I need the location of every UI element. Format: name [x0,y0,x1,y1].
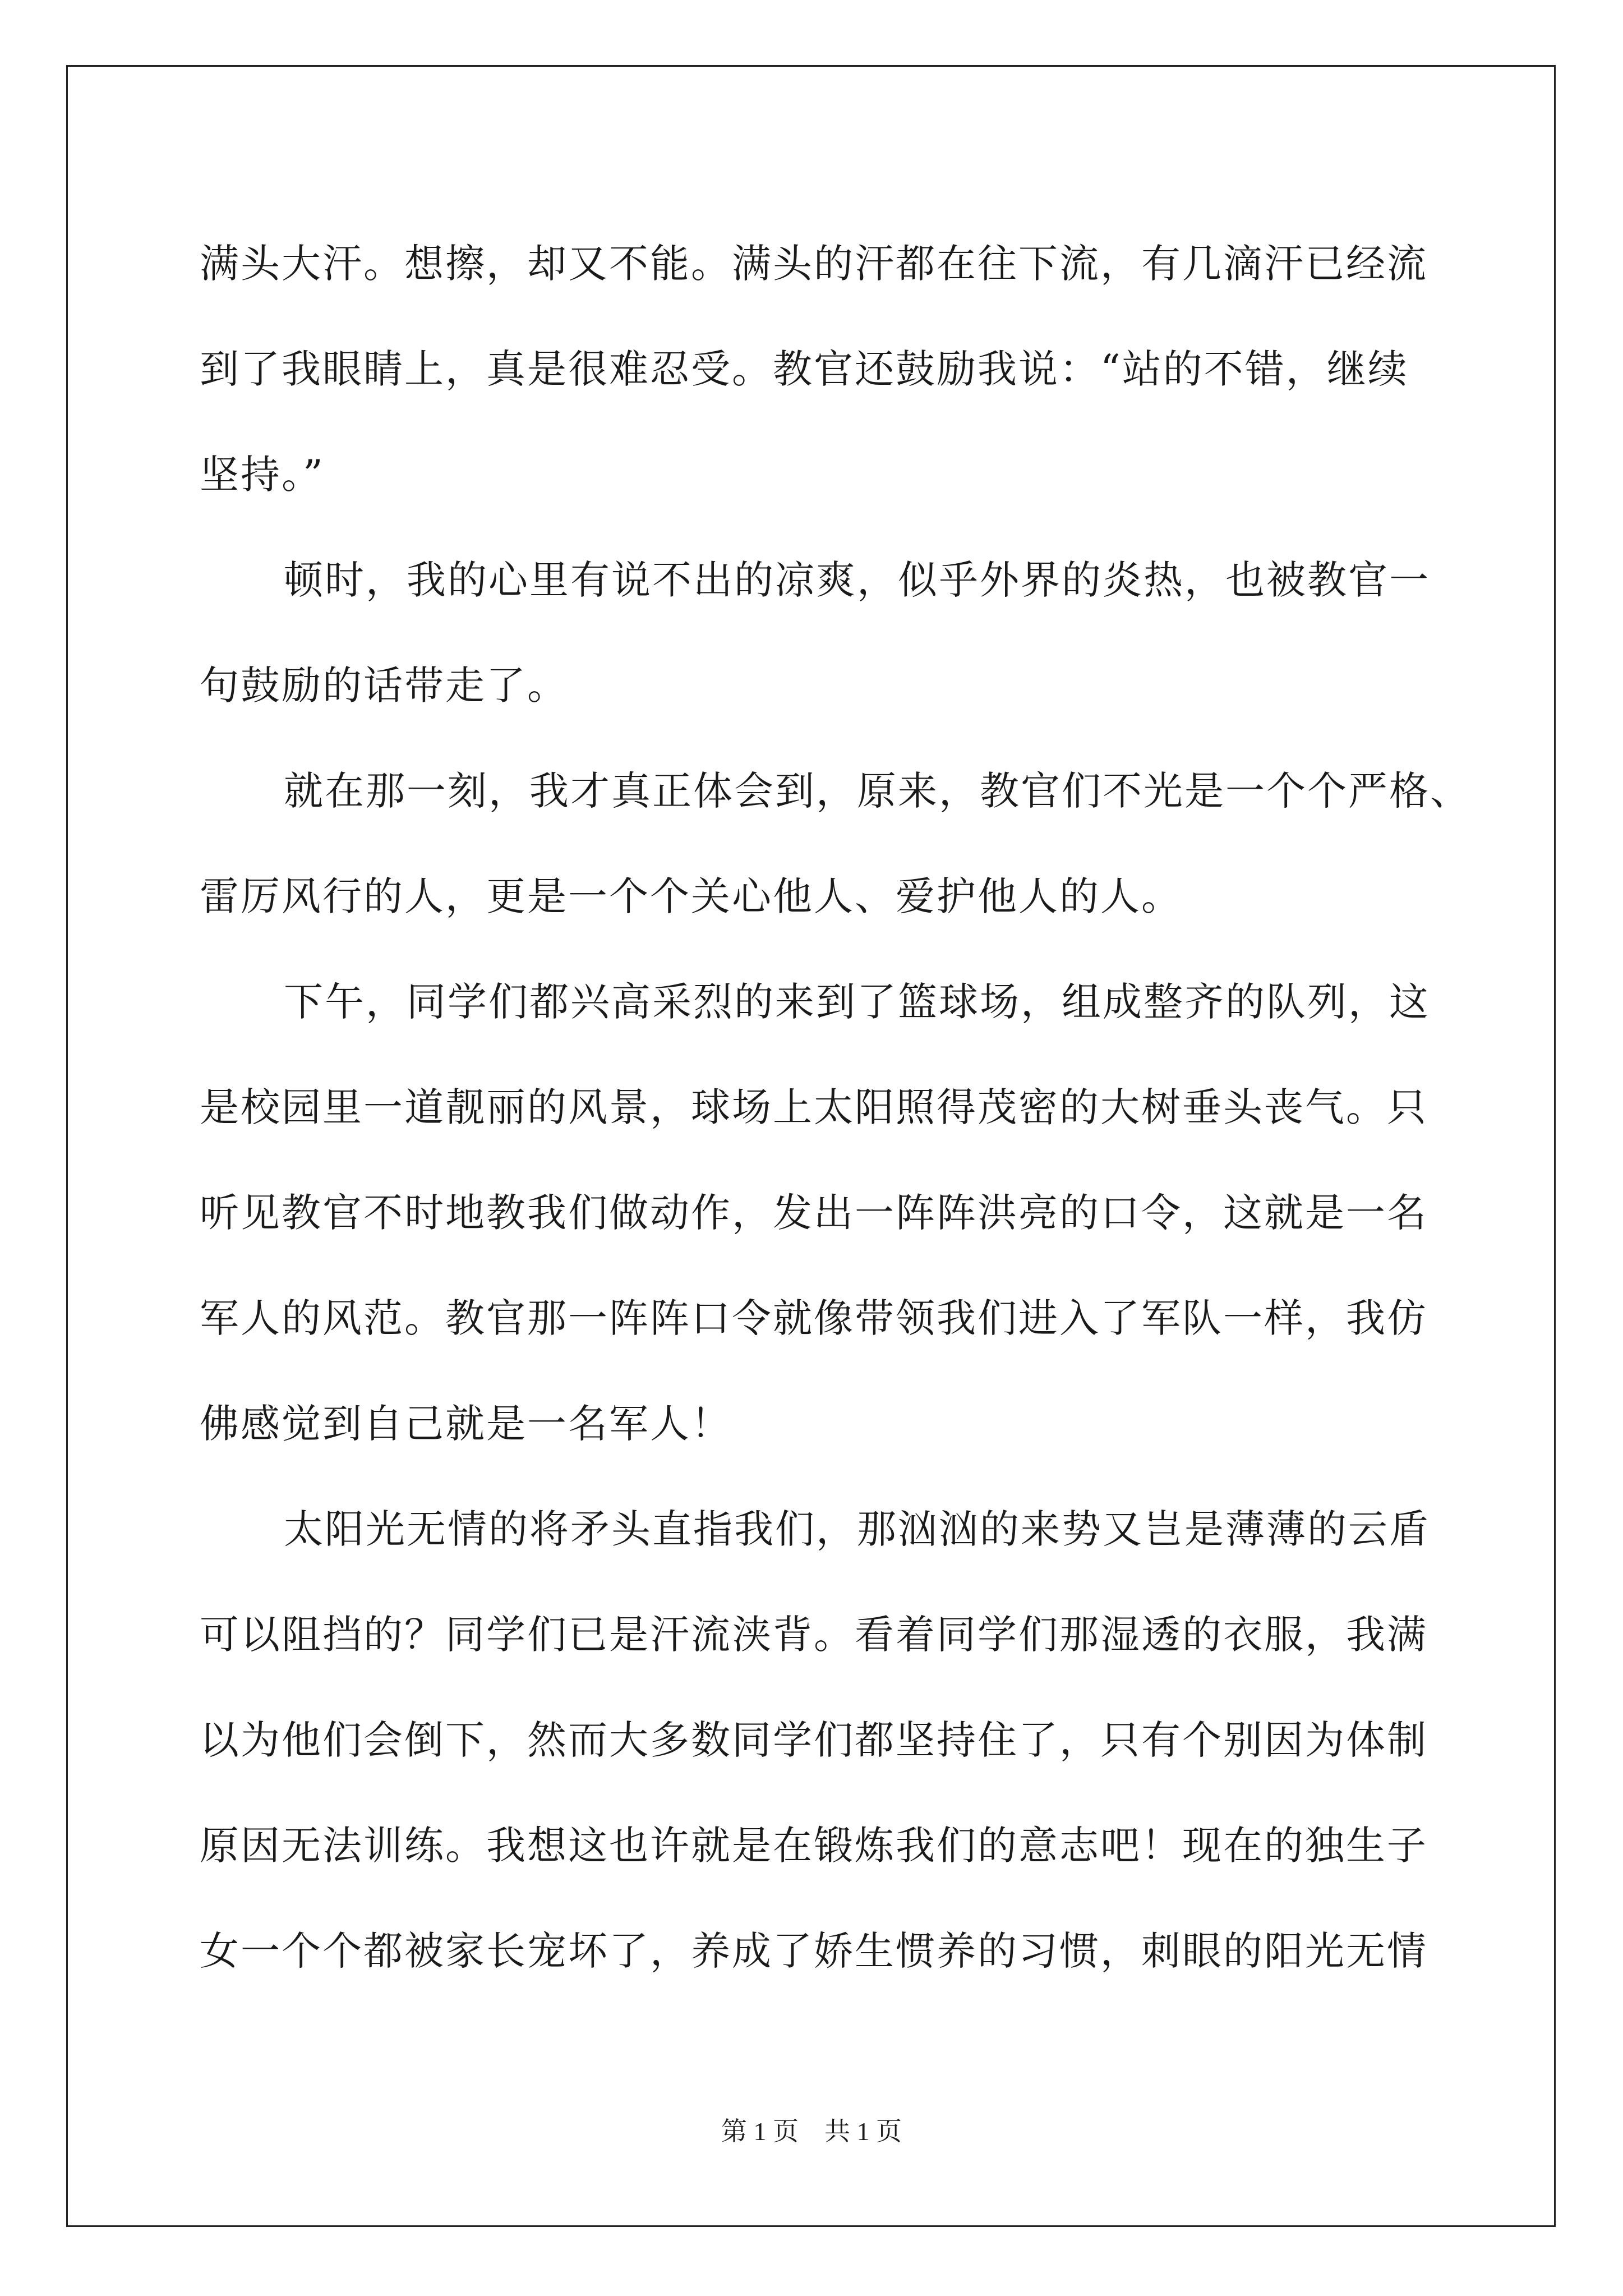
text-line: 满头大汗。想擦，却又不能。满头的汗都在往下流，有几滴汗已经流 [200,241,1428,287]
paragraph-first-line: 就在那一刻，我才真正体会到，原来，教官们不光是一个个严格、 [284,768,1471,814]
page-total: 共 1 页 [824,2117,902,2146]
text-line: 是校园里一道靓丽的风景，球场上太阳照得茂密的大树垂头丧气。只 [200,1084,1428,1130]
text-line: 坚持。” [200,452,325,498]
document-body [200,211,1471,2004]
text-line: 听见教官不时地教我们做动作，发出一阵阵洪亮的口令，这就是一名 [200,1190,1428,1236]
paragraph-first-line: 下午，同学们都兴高采烈的来到了篮球场，组成整齐的队列，这 [284,979,1430,1025]
paragraph-first-line: 太阳光无情的将矛头直指我们，那汹汹的来势又岂是薄薄的云盾 [284,1506,1430,1552]
text-line: 佛感觉到自己就是一名军人！ [200,1401,732,1447]
text-line: 女一个个都被家长宠坏了，养成了娇生惯养的习惯，刺眼的阳光无情 [200,1928,1428,1974]
page-footer [0,2115,1623,2148]
text-line: 军人的风范。教官那一阵阵口令就像带领我们进入了军队一样，我仿 [200,1295,1428,1341]
text-line: 句鼓励的话带走了。 [200,662,568,708]
paragraph-first-line: 顿时，我的心里有说不出的凉爽，似乎外界的炎热，也被教官一 [284,557,1430,603]
page-number: 第 1 页 [721,2117,799,2146]
text-line: 到了我眼睛上，真是很难忍受。教官还鼓励我说：“站的不错，继续 [200,346,1409,392]
text-line: 雷厉风行的人，更是一个个关心他人、爱护他人的人。 [200,873,1182,919]
text-line: 以为他们会倒下，然而大多数同学们都坚持住了，只有个别因为体制 [200,1717,1428,1763]
text-line: 原因无法训练。我想这也许就是在锻炼我们的意志吧！现在的独生子 [200,1823,1428,1869]
text-line: 可以阻挡的？同学们已是汗流浃背。看着同学们那湿透的衣服，我满 [200,1612,1428,1658]
